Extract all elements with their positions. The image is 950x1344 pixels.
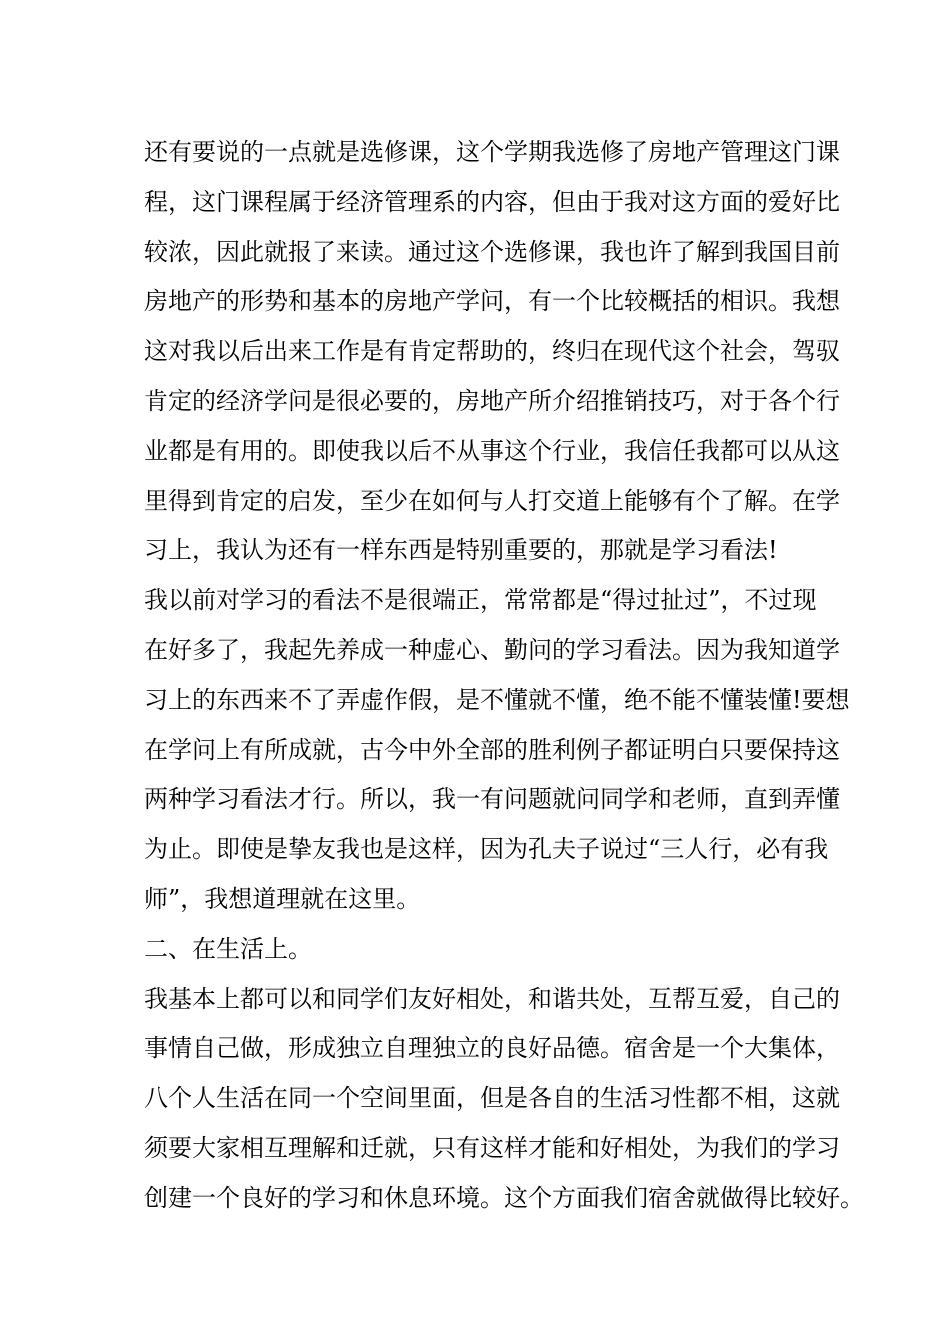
text-line: 为止。即使是挚友我也是这样，因为孔夫子说过“三人行，必有我 [144,835,829,864]
text-line: 两种学习看法才行。所以，我一有问题就问同学和老师，直到弄懂 [144,785,840,814]
text-line: 里得到肯定的启发，至少在如何与人打交道上能够有个了解。在学 [144,486,840,515]
text-line: 业都是有用的。即使我以后不从事这个行业，我信任我都可以从这 [144,436,840,465]
section-heading: 二、在生活上。 [144,934,312,963]
text-line: 程，这门课程属于经济管理系的内容，但由于我对这方面的爱好比 [144,187,840,216]
text-line: 习上，我认为还有一样东西是特别重要的，那就是学习看法! [144,536,778,565]
text-line: 我以前对学习的看法不是很端正，常常都是“得过扯过”，不过现 [144,586,817,615]
text-line: 师”，我想道理就在这里。 [144,884,421,913]
text-line: 八个人生活在同一个空间里面，但是各自的生活习性都不相，这就 [144,1084,840,1113]
text-line: 我基本上都可以和同学们友好相处，和谐共处，互帮互爱，自己的 [144,984,840,1013]
text-line: 在好多了，我起先养成一种虚心、勤问的学习看法。因为我知道学 [144,635,840,664]
text-line: 事情自己做，形成独立自理独立的良好品德。宿舍是一个大集体， [144,1034,840,1063]
text-line: 须要大家相互理解和迁就，只有这样才能和好相处，为我们的学习 [144,1133,840,1162]
text-line: 房地产的形势和基本的房地产学问，有一个比较概括的相识。我想 [144,287,840,316]
text-line: 习上的东西来不了弄虚作假，是不懂就不懂，绝不能不懂装懂!要想 [144,685,850,714]
text-line: 在学问上有所成就，古今中外全部的胜利例子都证明白只要保持这 [144,735,840,764]
body-text [144,128,864,1224]
text-line: 还有要说的一点就是选修课，这个学期我选修了房地产管理这门课 [144,138,840,166]
text-line: 肯定的经济学问是很必要的，房地产所介绍推销技巧，对于各个行 [144,386,840,415]
text-line: 创建一个良好的学习和休息环境。这个方面我们宿舍就做得比较好。 [144,1183,864,1212]
text-line: 较浓，因此就报了来读。通过这个选修课，我也许了解到我国目前 [144,237,840,266]
text-line: 这对我以后出来工作是有肯定帮助的，终归在现代这个社会，驾驭 [144,337,840,366]
